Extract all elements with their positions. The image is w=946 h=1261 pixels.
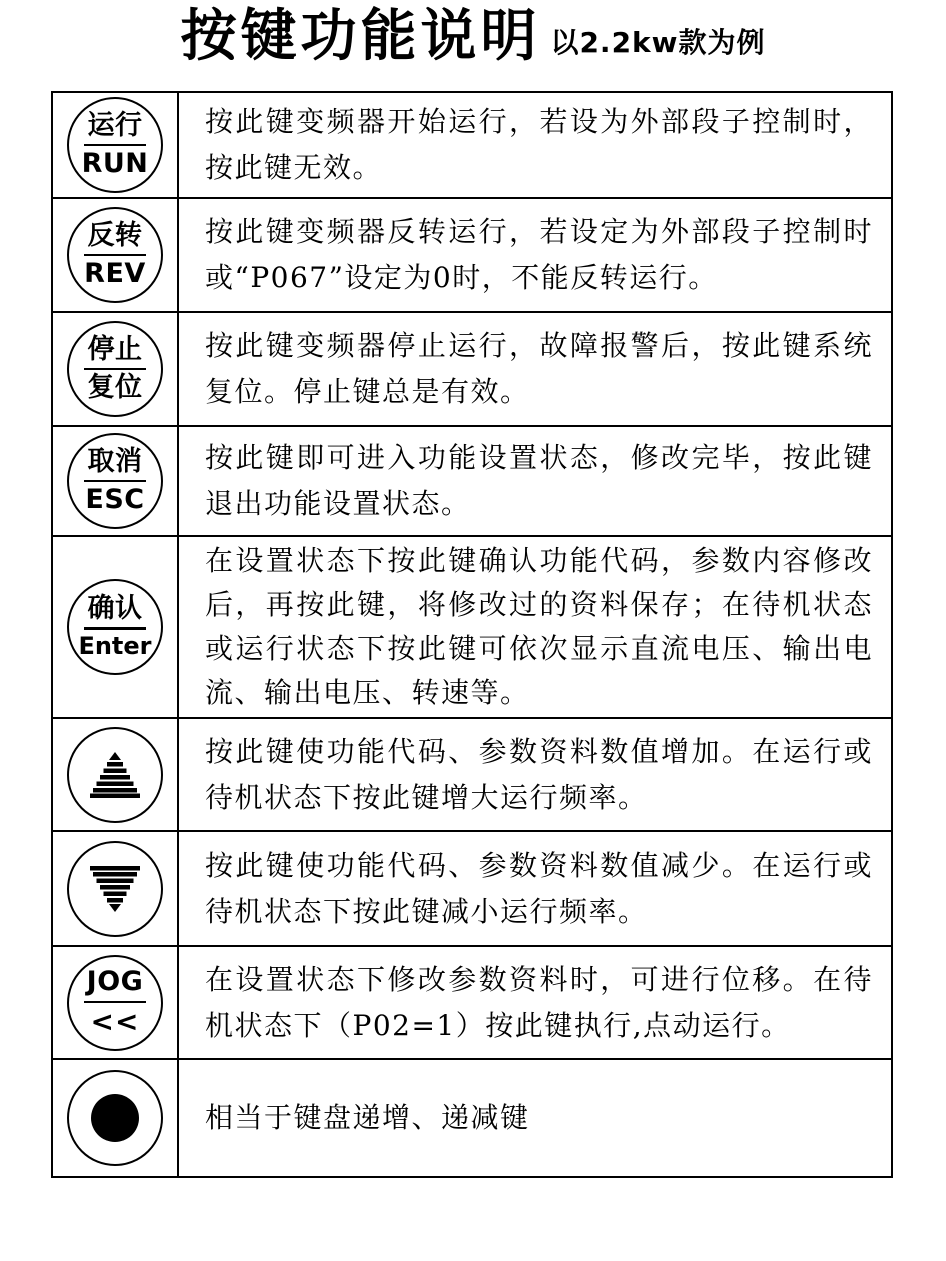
run-key-label-cn: 运行 [87, 109, 143, 141]
page-header [0, 2, 946, 72]
jog-key-label: JOG [86, 966, 144, 998]
key-divider-line [84, 254, 146, 257]
table-row [53, 535, 891, 717]
description-cell [179, 947, 891, 1058]
key-cell [53, 93, 179, 197]
run-key [67, 97, 163, 193]
table-row [53, 717, 891, 830]
key-divider-line [84, 144, 146, 147]
enter-key-label-cn: 确认 [87, 593, 143, 625]
key-divider-line [84, 480, 146, 483]
table-row [53, 425, 891, 535]
decrease-key [67, 841, 163, 937]
key-description: 按此键变频器停止运行，故障报警后，按此键系统复位。停止键总是有效。 [205, 329, 873, 408]
knob-key [67, 1070, 163, 1166]
key-divider-line [84, 627, 146, 630]
description-cell [179, 1060, 891, 1176]
description-cell [179, 537, 891, 717]
description-cell [179, 199, 891, 311]
key-divider-line [84, 368, 146, 371]
description-cell [179, 832, 891, 945]
table-row [53, 830, 891, 945]
key-description: 在设置状态下按此键确认功能代码，参数内容修改后，再按此键，将修改过的资料保存；在待机状态或运行状态下按此键可依次显示直流电压、输出电流、输出电压、转速等。 [205, 544, 873, 709]
increase-key [67, 727, 163, 823]
page-title: 按键功能说明 [180, 4, 541, 69]
key-description: 在设置状态下修改参数资料时，可进行位移。在待机状态下（P02=1）按此键执行,点动运行。 [205, 962, 873, 1042]
table-row [53, 1058, 891, 1176]
stop-reset-key [67, 321, 163, 417]
enter-key [67, 579, 163, 675]
table-row [53, 311, 891, 425]
key-description: 按此键使功能代码、参数资料数值增加。在运行或待机状态下按此键增大运行频率。 [205, 734, 873, 814]
key-description: 相当于键盘递增、递减键 [205, 1101, 530, 1134]
key-cell [53, 537, 179, 717]
esc-key [67, 433, 163, 529]
rev-key-label-en: REV [84, 258, 146, 290]
table-row [53, 93, 891, 197]
down-arrow-icon [89, 866, 141, 912]
rev-key-label-cn: 反转 [87, 219, 143, 251]
key-function-table [51, 91, 893, 1178]
stop-key-label: 停止 [87, 333, 143, 365]
up-arrow-icon [89, 752, 141, 798]
key-cell [53, 947, 179, 1058]
table-row [53, 945, 891, 1058]
table-row [53, 197, 891, 311]
key-description: 按此键即可进入功能设置状态，修改完毕，按此键退出功能设置状态。 [205, 441, 873, 520]
page-subtitle: 以2.2kw款为例 [550, 26, 766, 59]
rev-key [67, 207, 163, 303]
enter-key-label-en: Enter [78, 631, 152, 660]
reset-key-label: 复位 [87, 372, 143, 404]
esc-key-label-cn: 取消 [87, 445, 143, 477]
key-description: 按此键变频器开始运行，若设为外部段子控制时，按此键无效。 [205, 105, 873, 184]
key-cell [53, 719, 179, 830]
key-divider-line [84, 1001, 146, 1004]
esc-key-label-en: ESC [85, 484, 145, 516]
description-cell [179, 719, 891, 830]
description-cell [179, 427, 891, 535]
key-cell [53, 832, 179, 945]
key-cell [53, 199, 179, 311]
key-cell [53, 313, 179, 425]
key-cell [53, 427, 179, 535]
jog-key [67, 955, 163, 1051]
key-description: 按此键使功能代码、参数资料数值减少。在运行或待机状态下按此键减小运行频率。 [205, 848, 873, 928]
description-cell [179, 93, 891, 197]
key-cell [53, 1060, 179, 1176]
jog-key-shift-symbol: << [90, 1005, 140, 1039]
knob-dot-icon [91, 1094, 139, 1142]
run-key-label-en: RUN [81, 148, 149, 180]
description-cell [179, 313, 891, 425]
key-description: 按此键变频器反转运行，若设定为外部段子控制时或“P067”设定为0时，不能反转运行。 [205, 215, 873, 294]
